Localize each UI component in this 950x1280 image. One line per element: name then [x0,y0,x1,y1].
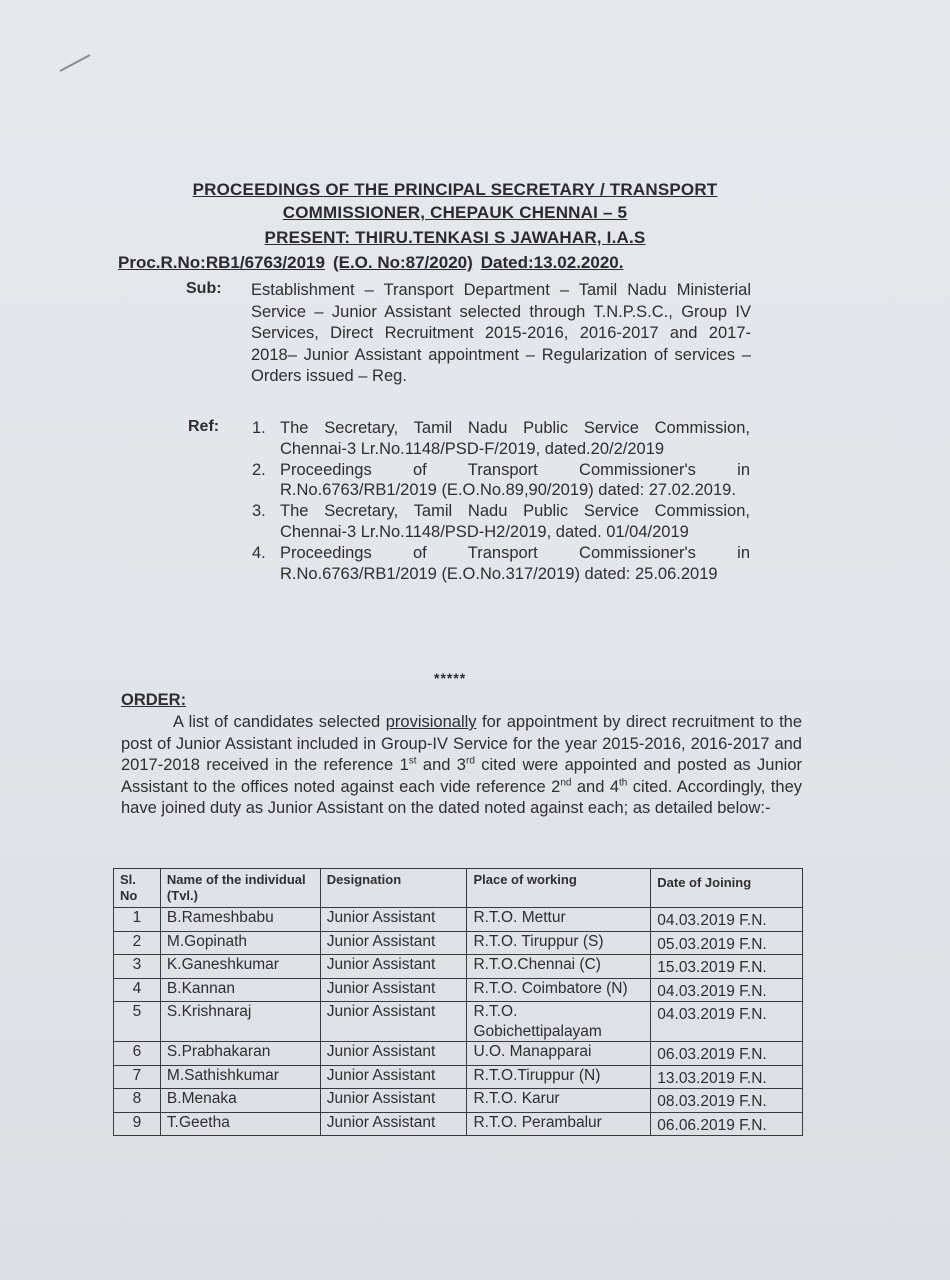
reference-number: 2. [252,460,266,479]
table-row [114,1002,803,1042]
cell-place: R.T.O. Mettur [467,908,651,932]
cell-sl-no: 6 [114,1042,161,1066]
cell-date: 04.03.2019 F.N. [651,908,803,932]
order-paragraph [121,712,802,820]
header-sl-no: Sl. No [114,869,161,908]
cell-place: R.T.O. Karur [467,1089,651,1113]
cell-place: R.T.O. Perambalur [467,1112,651,1136]
table-row [114,1065,803,1089]
header-designation: Designation [320,869,467,908]
cell-designation: Junior Assistant [320,908,467,932]
cell-designation: Junior Assistant [320,1065,467,1089]
subject-text: Establishment – Transport Department – Tamil Nadu Ministerial Service – Junior Assistant selected through T.N.P.S.C., Group IV Services, Direct Recruitment 2015-2016, 2016-2017 and 2017-2018– Junior Assistant appointment – Regularization of services – Orders issued – Reg. [251,281,751,385]
cell-name: B.Kannan [160,978,320,1002]
cell-sl-no: 5 [114,1002,161,1042]
reference-text: Proceedings of Transport Commissioner's in R.No.6763/RB1/2019 (E.O.No.317/2019) dated: 25.06.2019 [280,543,750,583]
order-text-underlined: provisionally [385,713,477,731]
cell-designation: Junior Assistant [320,1042,467,1066]
cell-designation: Junior Assistant [320,1089,467,1113]
cell-date: 06.03.2019 F.N. [651,1042,803,1066]
header-place: Place of working [467,869,651,908]
order-text: for appointment by direct recruitment to the post of Junior Assistant included in Group-IV Service for the year 2015-2016, 2016-2017 and 2017-2018 received in the reference 1 [121,713,803,774]
cell-place: R.T.O.Chennai (C) [467,955,651,979]
proceeding-number-line [118,253,631,273]
cell-sl-no: 2 [114,931,161,955]
header-name: Name of the individual (Tvl.) [160,869,320,908]
order-heading: ORDER: [121,691,187,709]
reference-list [252,418,750,584]
cell-name: B.Rameshbabu [160,908,320,932]
reference-label: Ref: [188,418,220,435]
cell-designation: Junior Assistant [320,1002,467,1042]
cell-sl-no: 3 [114,955,161,979]
cell-date: 13.03.2019 F.N. [651,1065,803,1089]
superscript: nd [560,777,572,788]
order-text: cited. Accordingly, they have joined duty as Junior Assistant on the dated noted against each; as detailed below:- [121,777,802,817]
cell-designation: Junior Assistant [320,1112,467,1136]
superscript: rd [465,755,475,767]
separator-stars: ***** [434,670,467,686]
cell-designation: Junior Assistant [320,931,467,955]
pen-mark [60,54,91,72]
reference-item [252,418,750,460]
cell-date: 15.03.2019 F.N. [651,955,803,979]
table-header-row [114,869,803,908]
subject-label: Sub: [186,280,222,297]
cell-place: R.T.O.Tiruppur (N) [467,1065,651,1089]
eo-number: (E.O. No:87/2020) [332,253,473,272]
order-text: cited were appointed and posted as Junior Assistant to the offices noted against each vide reference 2 [121,756,802,796]
cell-sl-no: 7 [114,1065,161,1089]
order-text: and 4 [571,777,619,796]
cell-place: R.T.O. Tiruppur (S) [467,931,651,955]
title-line-1: PROCEEDINGS OF THE PRINCIPAL SECRETARY / TRANSPORT [192,180,718,199]
cell-date: 04.03.2019 F.N. [651,978,803,1002]
title-line-2: COMMISSIONER, CHEPAUK CHENNAI – 5 [282,203,628,222]
cell-designation: Junior Assistant [320,978,467,1002]
superscript: st [408,755,417,767]
reference-number: 4. [252,543,266,562]
cell-name: S.Prabhakaran [160,1042,320,1066]
cell-name: B.Menaka [160,1089,320,1113]
cell-sl-no: 1 [114,908,161,932]
appointment-table [113,868,803,1136]
header-date: Date of Joining [651,869,803,908]
table-row [114,978,803,1002]
proc-number: Proc.R.No:RB1/6763/2019 [118,253,325,272]
reference-item [252,501,750,543]
cell-name: S.Krishnaraj [160,1002,320,1042]
reference-number: 3. [252,502,266,521]
cell-sl-no: 8 [114,1089,161,1113]
table-row [114,908,803,932]
table-row [114,931,803,955]
present-line: PRESENT: THIRU.TENKASI S JAWAHAR, I.A.S [264,228,646,247]
superscript: th [619,777,628,788]
reference-text: Proceedings of Transport Commissioner's in R.No.6763/RB1/2019 (E.O.No.89,90/2019) dated: 27.02.2019. [280,460,750,500]
reference-text: The Secretary, Tamil Nadu Public Service Commission, Chennai-3 Lr.No.1148/PSD-H2/2019, dated. 01/04/2019 [280,502,750,541]
cell-date: 08.03.2019 F.N. [651,1089,803,1113]
dated: Dated:13.02.2020. [480,253,624,272]
cell-date: 06.06.2019 F.N. [651,1112,803,1136]
cell-name: K.Ganeshkumar [160,955,320,979]
table-row [114,955,803,979]
reference-item [252,460,750,502]
table-row [114,1089,803,1113]
reference-number: 1. [252,419,266,437]
cell-date: 04.03.2019 F.N. [651,1002,803,1042]
cell-place: R.T.O. Coimbatore (N) [467,978,651,1002]
cell-sl-no: 4 [114,978,161,1002]
cell-name: T.Geetha [160,1112,320,1136]
reference-text: The Secretary, Tamil Nadu Public Service Commission, Chennai-3 Lr.No.1148/PSD-F/2019, dated.20/2/2019 [280,419,750,458]
order-text: and 3 [416,756,466,774]
cell-name: M.Gopinath [160,931,320,955]
cell-place: R.T.O. Gobichettipalayam [467,1002,651,1042]
table-row [114,1112,803,1136]
cell-date: 05.03.2019 F.N. [651,931,803,955]
order-text: A list of candidates selected [173,713,386,731]
cell-designation: Junior Assistant [320,955,467,979]
cell-name: M.Sathishkumar [160,1065,320,1089]
cell-sl-no: 9 [114,1112,161,1136]
cell-place: U.O. Manapparai [467,1042,651,1066]
table-row [114,1042,803,1066]
reference-item [252,543,750,585]
